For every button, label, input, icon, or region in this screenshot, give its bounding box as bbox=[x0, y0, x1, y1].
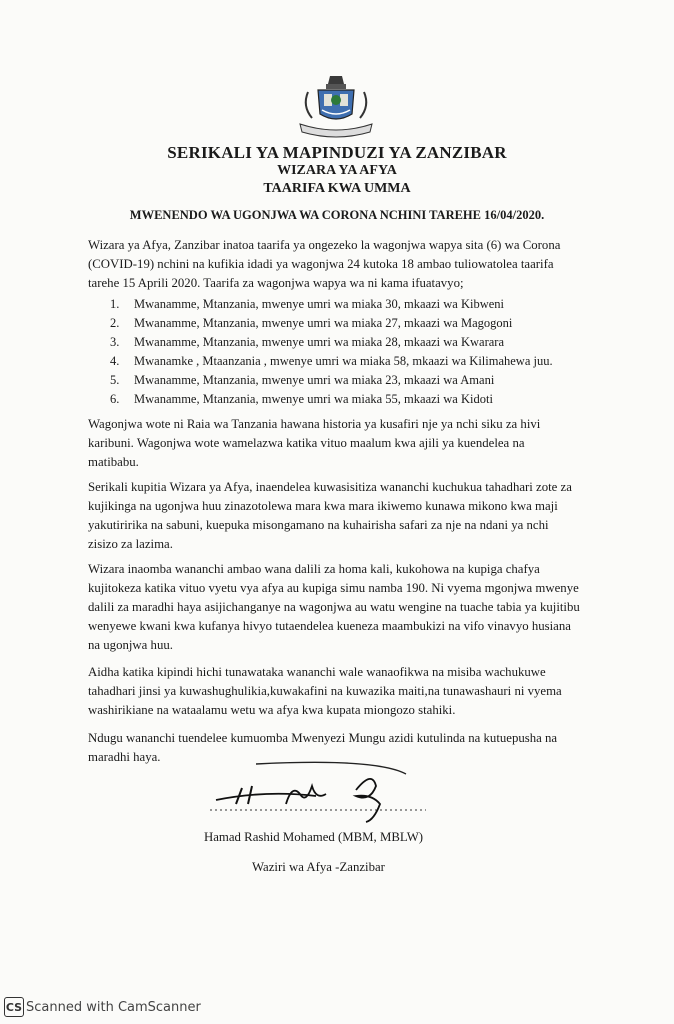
list-item-text: Mwanamme, Mtanzania, mwenye umri wa miaka 27, mkaazi wa Magogoni bbox=[134, 316, 513, 330]
patients-status-paragraph bbox=[88, 415, 643, 472]
watermark-text: Scanned with CamScanner bbox=[26, 999, 201, 1015]
government-name: SERIKALI YA MAPINDUZI YA ZANZIBAR bbox=[167, 143, 507, 162]
paragraph-line: maradhi haya. bbox=[88, 750, 161, 764]
list-item bbox=[88, 390, 643, 409]
camscanner-watermark bbox=[4, 996, 201, 1018]
coat-of-arms-icon bbox=[292, 72, 380, 142]
paragraph-line: Ndugu wananchi tuendelee kumuomba Mwenyezi Mungu azidi kutulinda na kutuepusha na bbox=[88, 731, 558, 745]
paragraph-line: Wizara inaomba wananchi ambao wana dalili za homa kali, kukohowa na kupiga chafya bbox=[88, 562, 540, 576]
notice-subject: MWENENDO WA UGONJWA WA CORONA NCHINI TAREHE 16/04/2020. bbox=[129, 208, 545, 222]
list-item-number: 6. bbox=[110, 392, 120, 406]
paragraph-line: kujikinga na ugonjwa huu zinazotolewa mara kwa mara ikiwemo kunawa mikono kwa maji bbox=[88, 499, 558, 513]
paragraph-line: wenyewe kwani kwa kufanya hivyo tutaendelea kueneza maambukizi na vifo vinavyo husiana bbox=[88, 619, 571, 633]
list-item-number: 3. bbox=[110, 335, 120, 349]
list-item-number: 5. bbox=[110, 373, 120, 387]
list-item bbox=[88, 371, 643, 390]
paragraph-line: dalili za maradhi haya asijichanganye na wagonjwa au watu wengine na tuache tabia ya kujitibu bbox=[88, 600, 580, 614]
precautions-paragraph bbox=[88, 478, 643, 554]
paragraph-line: Wizara ya Afya, Zanzibar inatoa taarifa ya ongezeko la wagonjwa wapya sita (6) wa Corona bbox=[88, 238, 561, 252]
list-item-number: 4. bbox=[110, 354, 120, 368]
funerals-paragraph bbox=[88, 663, 643, 720]
paragraph-line: Aidha katika kipindi hichi tunawataka wananchi wale wanaofikwa na misiba wachukuwe bbox=[88, 665, 546, 679]
list-item-number: 2. bbox=[110, 316, 120, 330]
new-patients-list bbox=[88, 295, 643, 409]
paragraph-line: Serikali kupitia Wizara ya Afya, inaendelea kuwasisitiza wananchi kuchukua tahadhari zote za bbox=[88, 480, 572, 494]
handwritten-signature bbox=[196, 760, 436, 830]
signatory-title: Waziri wa Afya -Zanzibar bbox=[252, 860, 385, 874]
symptoms-paragraph bbox=[88, 560, 643, 655]
paragraph-line: matibabu. bbox=[88, 455, 139, 469]
list-item-text: Mwanamme, Mtanzania, mwenye umri wa miaka 55, mkaazi wa Kidoti bbox=[134, 392, 493, 406]
paragraph-line: tahadhari jinsi ya kuwashughulikia,kuwakafini na kuwazika maiti,na tunawashauri ni vyema bbox=[88, 684, 562, 698]
paragraph-line: karibuni. Wagonjwa wote wamelazwa katika vituo maalum kwa ajili ya kuendelea na bbox=[88, 436, 525, 450]
notice-type: TAARIFA KWA UMMA bbox=[263, 181, 411, 196]
list-item-text: Mwanamme, Mtanzania, mwenye umri wa miaka 30, mkaazi wa Kibweni bbox=[134, 297, 505, 311]
paragraph-line: tarehe 15 Aprili 2020. Taarifa za wagonjwa wapya wa ni kama ifuatavyo; bbox=[88, 276, 464, 290]
list-item bbox=[88, 314, 643, 333]
list-item-number: 1. bbox=[110, 297, 120, 311]
paragraph-line: Wagonjwa wote ni Raia wa Tanzania hawana historia ya kusafiri nje ya nchi siku za hivi bbox=[88, 417, 541, 431]
paragraph-line: kujitokeza katika vituo vyetu vya afya au kupiga simu namba 190. Ni vyema mgonjwa mwenye bbox=[88, 581, 579, 595]
list-item bbox=[88, 333, 643, 352]
list-item bbox=[88, 295, 643, 314]
ministry-name: WIZARA YA AFYA bbox=[277, 163, 397, 178]
intro-paragraph bbox=[88, 236, 643, 293]
paragraph-line: (COVID-19) nchini na kufikia idadi ya wagonjwa 24 kutoka 18 ambao tuliowatolea taarifa bbox=[88, 257, 554, 271]
list-item bbox=[88, 352, 643, 371]
list-item-text: Mwanamme, Mtanzania, mwenye umri wa miaka 23, mkaazi wa Amani bbox=[134, 373, 495, 387]
list-item-text: Mwanamke , Mtaanzania , mwenye umri wa miaka 58, mkaazi wa Kilimahewa juu. bbox=[134, 354, 553, 368]
paragraph-line: yakutiririka na sabuni, kuepuka misongamano na kuhairisha safari za nje na ndani ya nchi bbox=[88, 518, 549, 532]
signatory-name: Hamad Rashid Mohamed (MBM, MBLW) bbox=[204, 830, 424, 844]
list-item-text: Mwanamme, Mtanzania, mwenye umri wa miaka 28, mkaazi wa Kwarara bbox=[134, 335, 504, 349]
paragraph-line: washirikiane na wataalamu wetu wa afya kwa kupata miongozo stahiki. bbox=[88, 703, 456, 717]
camscanner-logo-icon: CS bbox=[4, 997, 24, 1017]
paragraph-line: zisizo za lazima. bbox=[88, 537, 173, 551]
paragraph-line: na ugonjwa huu. bbox=[88, 638, 173, 652]
